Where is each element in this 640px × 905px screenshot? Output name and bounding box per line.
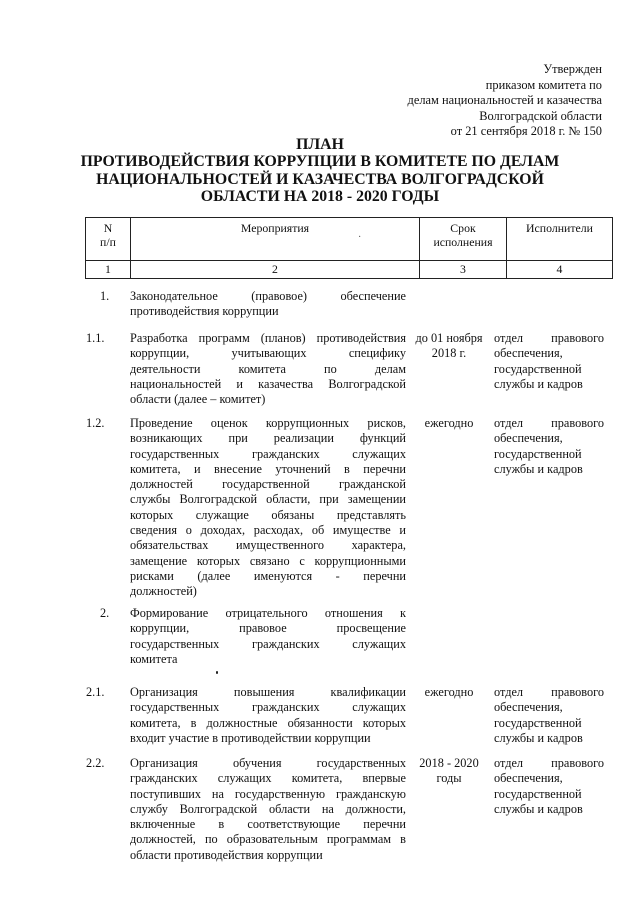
executor-line: службы и кадров [494, 730, 583, 745]
header-deadline: Срок исполнения [420, 218, 507, 261]
row-activity [130, 331, 406, 407]
row-number: 1.2. [86, 416, 105, 430]
executor-line: службы и кадров [494, 801, 583, 816]
activity-line: сведения о доходах, расходах, об имуществе и [130, 523, 406, 538]
row-activity [130, 289, 406, 320]
activity-line: Законодательное (правовое) обеспечение [130, 289, 406, 303]
approval-line: приказом комитета по [485, 77, 602, 92]
executor-line: обеспечения, [494, 431, 563, 446]
row-number: 2.1. [86, 685, 105, 699]
row-deadline [410, 331, 488, 362]
executor-line: обеспечения, [494, 346, 563, 361]
executor-line: отдел правового [494, 331, 604, 345]
activity-line: которых служащие обязаны представлять [130, 507, 406, 522]
title-line: ПЛАН [296, 136, 344, 153]
row-executors [494, 331, 604, 392]
document-title [0, 136, 640, 206]
row-number: 2.2. [86, 756, 105, 770]
row-number: 1. [100, 289, 110, 303]
executor-line: обеспечения, [494, 700, 563, 715]
activity-line: Разработка программ (планов) противодействия [130, 331, 406, 345]
approval-line: Утвержден [543, 62, 602, 76]
activity-line: службы Волгоградской области, при замещении [130, 492, 406, 507]
column-number: 4 [507, 261, 613, 279]
activity-line: Организация повышения квалификации [130, 685, 406, 699]
activity-line: должностей, по образовательным программам в [130, 832, 406, 847]
deadline-line: ежегодно [424, 416, 474, 430]
header-number: N п/п [86, 218, 131, 261]
row-executors [494, 416, 604, 477]
activity-line: деятельности комитета по делам [130, 361, 406, 376]
title-line: НАЦИОНАЛЬНОСТЕЙ И КАЗАЧЕСТВА ВОЛГОГРАДСКОЙ [96, 170, 544, 188]
activity-line: национальностей и казачества Волгоградской [130, 376, 406, 391]
activity-line: замещение которых связано с коррупционными [130, 553, 406, 568]
activity-line: комитета, в должностные обязанности которых [130, 715, 406, 730]
row-deadline [410, 685, 488, 700]
approval-block [408, 62, 602, 140]
executor-line: службы и кадров [494, 376, 583, 391]
activity-line: Организация обучения государственных [130, 756, 406, 770]
executor-line: государственной [494, 446, 582, 461]
row-number: 2. [100, 606, 110, 620]
row-activity [130, 756, 406, 863]
activity-line: возникающих при реализации функций [130, 431, 406, 446]
deadline-line: 2018 г. [431, 346, 467, 361]
title-line: ПРОТИВОДЕЙСТВИЯ КОРРУПЦИИ В КОМИТЕТЕ ПО ДЕЛАМ [80, 153, 560, 171]
row-activity [130, 685, 406, 746]
activity-line: гражданских служащих комитета, впервые [130, 771, 406, 786]
activity-line: поступивших на государственную гражданскую [130, 786, 406, 801]
executor-line: отдел правового [494, 756, 604, 770]
activity-line: включенные в соответствующие перечни [130, 817, 406, 832]
title-line: ОБЛАСТИ НА 2018 - 2020 ГОДЫ [200, 188, 440, 206]
activity-line: государственных гражданских служащих [130, 446, 406, 461]
column-number: 2 [131, 261, 420, 279]
row-number: 1.1. [86, 331, 105, 345]
activity-line: комитета [130, 651, 178, 666]
activity-line: должностей государственной гражданской [130, 477, 406, 492]
deadline-line: годы [436, 771, 462, 786]
deadline-line: ежегодно [424, 685, 474, 699]
row-activity [130, 606, 406, 667]
executor-line: отдел правового [494, 685, 604, 699]
approval-line: Волгоградской области [479, 108, 602, 123]
executor-line: государственной [494, 786, 582, 801]
header-activities: Мероприятия [131, 218, 420, 261]
row-deadline [410, 416, 488, 431]
activity-line: области (далее – комитет) [130, 392, 266, 407]
scan-mark: · [358, 232, 362, 243]
row-executors [494, 685, 604, 746]
activity-line: обязательствах имущественного характера, [130, 538, 406, 553]
executor-line: службы и кадров [494, 461, 583, 476]
activity-line: противодействия коррупции [130, 304, 279, 319]
scan-dot [216, 671, 218, 674]
approval-line: от 21 сентября 2018 г. № 150 [450, 124, 602, 139]
executor-line: отдел правового [494, 416, 604, 430]
activity-line: рисками (далее именуются - перечни [130, 568, 406, 583]
activity-line: коррупции, учитывающих специфику [130, 346, 406, 361]
activity-line: Формирование отрицательного отношения к [130, 606, 406, 620]
approval-line: делам национальностей и казачества [407, 93, 602, 108]
activity-line: Проведение оценок коррупционных рисков, [130, 416, 406, 430]
activity-line: государственных гражданских служащих [130, 636, 406, 651]
column-number: 3 [420, 261, 507, 279]
executor-line: государственной [494, 361, 582, 376]
activity-line: входит участие в противодействии коррупции [130, 730, 371, 745]
activity-line: службу Волгоградской области на должности, [130, 801, 406, 816]
activity-line: государственных гражданских служащих [130, 700, 406, 715]
plan-table-header [85, 217, 613, 279]
deadline-line: 2018 - 2020 [419, 756, 479, 770]
activity-line: комитета, и внесение уточнений в перечни [130, 461, 406, 476]
activity-line: коррупции, правовое просвещение [130, 621, 406, 636]
header-executors: Исполнители [507, 218, 613, 261]
column-number: 1 [86, 261, 131, 279]
row-activity [130, 416, 406, 600]
executor-line: обеспечения, [494, 771, 563, 786]
activity-line: области противодействия коррупции [130, 847, 323, 862]
executor-line: государственной [494, 715, 582, 730]
activity-line: должностей) [130, 584, 197, 599]
deadline-line: до 01 ноября [415, 331, 483, 345]
row-executors [494, 756, 604, 817]
row-deadline [410, 756, 488, 787]
